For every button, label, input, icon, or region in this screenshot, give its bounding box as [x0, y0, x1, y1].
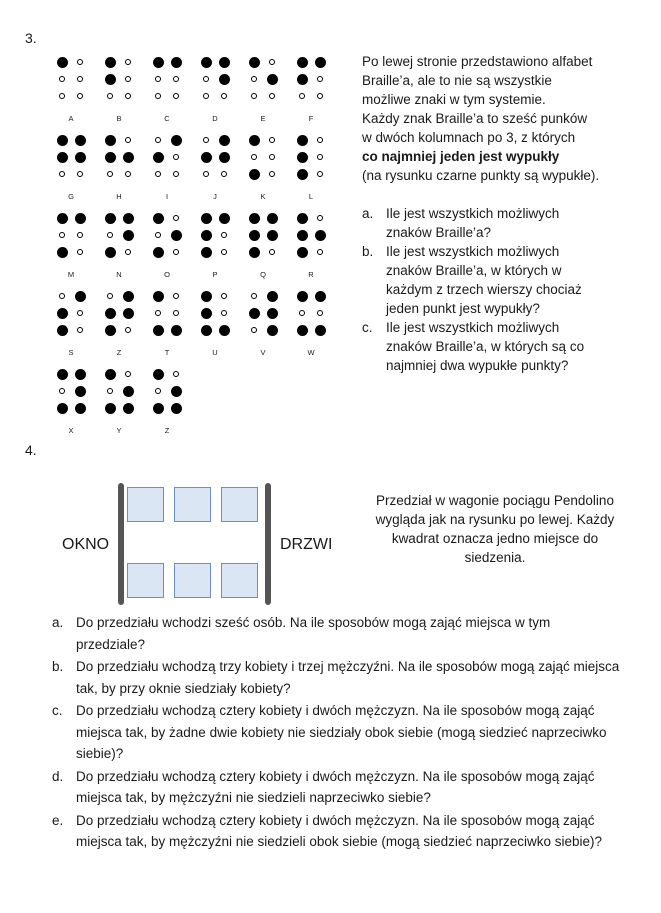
raised-dot: [201, 325, 212, 336]
raised-dot: [105, 135, 116, 146]
braille-letter: B: [116, 114, 122, 123]
raised-dot: [57, 403, 68, 414]
intro-line: Każdy znak Braille’a to sześć punków: [362, 111, 588, 126]
raised-dot: [57, 152, 68, 163]
raised-dot: [249, 135, 260, 146]
braille-letter: W: [307, 348, 315, 357]
flat-dot: [251, 93, 257, 99]
flat-dot: [173, 154, 179, 160]
raised-dot: [297, 152, 308, 163]
raised-dot: [267, 230, 278, 241]
flat-dot: [317, 310, 323, 316]
braille-letter: S: [68, 348, 74, 357]
braille-letter: H: [116, 192, 122, 201]
flat-dot: [203, 171, 209, 177]
flat-dot: [317, 215, 323, 221]
flat-dot: [77, 93, 83, 99]
raised-dot: [201, 247, 212, 258]
raised-dot: [297, 169, 308, 180]
raised-dot: [153, 291, 164, 302]
raised-dot: [57, 135, 68, 146]
seat: [127, 487, 164, 522]
raised-dot: [315, 57, 326, 68]
braille-letter: E: [260, 114, 266, 123]
seat: [221, 563, 258, 598]
flat-dot: [269, 249, 275, 255]
flat-dot: [251, 154, 257, 160]
raised-dot: [57, 57, 68, 68]
question-text: Ile jest wszystkich możliwych znaków Braille’a?: [386, 206, 560, 240]
question-text: Do przedziału wchodzą cztery kobiety i dwóch mężczyzn. Na ile sposobów mogą zająć miejsca tak, by mężczyźni nie siedzieli naprzeciwko siebie?: [76, 768, 595, 805]
raised-dot: [105, 74, 116, 85]
braille-letter: M: [67, 270, 75, 279]
flat-dot: [59, 76, 65, 82]
seat: [174, 487, 211, 522]
question-label: c.: [362, 320, 373, 335]
flat-dot: [173, 371, 179, 377]
task3-question: [362, 204, 602, 242]
flat-dot: [155, 171, 161, 177]
flat-dot: [155, 76, 161, 82]
flat-dot: [173, 310, 179, 316]
raised-dot: [201, 230, 212, 241]
flat-dot: [317, 93, 323, 99]
raised-dot: [153, 325, 164, 336]
raised-dot: [219, 135, 230, 146]
raised-dot: [75, 403, 86, 414]
intro-line: w dwóch kolumnach po 3, z których: [362, 130, 576, 145]
flat-dot: [125, 171, 131, 177]
flat-dot: [269, 137, 275, 143]
flat-dot: [173, 215, 179, 221]
flat-dot: [269, 154, 275, 160]
braille-letter: A: [68, 114, 74, 123]
flat-dot: [125, 93, 131, 99]
flat-dot: [77, 232, 83, 238]
task3-questions: [362, 204, 602, 375]
raised-dot: [315, 230, 326, 241]
flat-dot: [155, 388, 161, 394]
raised-dot: [201, 213, 212, 224]
raised-dot: [123, 308, 134, 319]
raised-dot: [267, 213, 278, 224]
raised-dot: [105, 152, 116, 163]
flat-dot: [251, 76, 257, 82]
question-label: b.: [52, 659, 64, 674]
window-wall: [118, 483, 124, 605]
flat-dot: [173, 93, 179, 99]
raised-dot: [153, 152, 164, 163]
raised-dot: [249, 57, 260, 68]
door-label: DRZWI: [280, 536, 333, 553]
raised-dot: [249, 169, 260, 180]
task4-questions: [52, 612, 622, 854]
flat-dot: [155, 310, 161, 316]
raised-dot: [123, 213, 134, 224]
flat-dot: [173, 249, 179, 255]
raised-dot: [249, 213, 260, 224]
question-text: Ile jest wszystkich możliwych znaków Braille’a, w których w każdym z trzech wierszy chociaż jeden punkt jest wypukły?: [386, 244, 582, 316]
raised-dot: [297, 230, 308, 241]
task4-description: Przedział w wagonie pociągu Pendolino wygląda jak na rysunku po lewej. Każdy kwadrat oznacza jedno miejsce do siedzenia.: [375, 493, 615, 565]
flat-dot: [125, 137, 131, 143]
raised-dot: [297, 135, 308, 146]
flat-dot: [317, 76, 323, 82]
braille-letter: P: [212, 270, 218, 279]
braille-letter: R: [308, 270, 314, 279]
raised-dot: [123, 291, 134, 302]
flat-dot: [221, 249, 227, 255]
braille-letter: N: [116, 270, 122, 279]
raised-dot: [57, 247, 68, 258]
raised-dot: [105, 325, 116, 336]
raised-dot: [75, 386, 86, 397]
raised-dot: [297, 213, 308, 224]
flat-dot: [155, 137, 161, 143]
braille-letter: F: [308, 114, 314, 123]
raised-dot: [171, 135, 182, 146]
raised-dot: [153, 57, 164, 68]
task3-intro: [362, 52, 652, 185]
flat-dot: [59, 388, 65, 394]
compartment-diagram: [40, 478, 350, 608]
raised-dot: [219, 74, 230, 85]
braille-letter: Q: [260, 270, 266, 279]
flat-dot: [59, 93, 65, 99]
raised-dot: [153, 213, 164, 224]
raised-dot: [201, 291, 212, 302]
flat-dot: [107, 93, 113, 99]
raised-dot: [123, 152, 134, 163]
flat-dot: [125, 249, 131, 255]
flat-dot: [317, 154, 323, 160]
question-label: b.: [362, 244, 374, 259]
door-wall: [265, 483, 271, 605]
flat-dot: [317, 171, 323, 177]
raised-dot: [297, 57, 308, 68]
raised-dot: [171, 325, 182, 336]
raised-dot: [105, 57, 116, 68]
flat-dot: [269, 59, 275, 65]
raised-dot: [153, 369, 164, 380]
raised-dot: [201, 152, 212, 163]
raised-dot: [219, 152, 230, 163]
braille-letter: U: [212, 348, 218, 357]
raised-dot: [171, 230, 182, 241]
question-label: c.: [52, 703, 63, 718]
raised-dot: [267, 74, 278, 85]
question-label: e.: [52, 812, 64, 828]
raised-dot: [57, 213, 68, 224]
task3-number: 3.: [25, 30, 37, 46]
flat-dot: [77, 310, 83, 316]
raised-dot: [153, 403, 164, 414]
seat: [174, 563, 211, 598]
flat-dot: [299, 310, 305, 316]
flat-dot: [125, 59, 131, 65]
raised-dot: [75, 213, 86, 224]
raised-dot: [105, 213, 116, 224]
raised-dot: [267, 291, 278, 302]
raised-dot: [75, 135, 86, 146]
flat-dot: [221, 232, 227, 238]
raised-dot: [75, 369, 86, 380]
raised-dot: [201, 308, 212, 319]
intro-line: możliwe znaki w tym systemie.: [362, 92, 546, 107]
raised-dot: [57, 369, 68, 380]
raised-dot: [219, 325, 230, 336]
raised-dot: [123, 386, 134, 397]
intro-line: Braille’a, ale to nie są wszystkie: [362, 73, 552, 88]
raised-dot: [297, 325, 308, 336]
flat-dot: [299, 93, 305, 99]
task4-question: [52, 810, 622, 853]
raised-dot: [297, 247, 308, 258]
braille-letter: Z: [116, 348, 122, 357]
raised-dot: [171, 57, 182, 68]
raised-dot: [219, 57, 230, 68]
braille-alphabet: [50, 52, 350, 442]
braille-letter: V: [260, 348, 266, 357]
braille-letter: L: [308, 192, 314, 201]
flat-dot: [125, 76, 131, 82]
flat-dot: [155, 93, 161, 99]
flat-dot: [221, 93, 227, 99]
raised-dot: [57, 325, 68, 336]
braille-letter: I: [165, 192, 169, 201]
flat-dot: [203, 93, 209, 99]
flat-dot: [155, 232, 161, 238]
braille-letter: G: [68, 192, 74, 201]
braille-letter: T: [164, 348, 170, 357]
raised-dot: [201, 57, 212, 68]
raised-dot: [123, 403, 134, 414]
window-label: OKNO: [62, 536, 110, 553]
flat-dot: [203, 137, 209, 143]
flat-dot: [77, 76, 83, 82]
raised-dot: [153, 247, 164, 258]
question-label: a.: [52, 615, 64, 630]
raised-dot: [249, 247, 260, 258]
raised-dot: [75, 291, 86, 302]
seat: [221, 487, 258, 522]
raised-dot: [297, 74, 308, 85]
flat-dot: [173, 76, 179, 82]
question-text: Do przedziału wchodzą cztery kobiety i dwóch mężczyzn. Na ile sposobów mogą zająć miejsca tak, by żadne dwie kobiety nie siedziały obok siebie (mogą siedzieć naprzeciwko siebie)?: [76, 703, 607, 761]
braille-letter: Z: [164, 426, 170, 435]
raised-dot: [105, 369, 116, 380]
flat-dot: [59, 232, 65, 238]
flat-dot: [251, 327, 257, 333]
raised-dot: [105, 308, 116, 319]
flat-dot: [173, 171, 179, 177]
flat-dot: [107, 293, 113, 299]
braille-letter: O: [164, 270, 170, 279]
flat-dot: [107, 232, 113, 238]
flat-dot: [221, 293, 227, 299]
intro-line: Po lewej stronie przedstawiono alfabet: [362, 54, 593, 69]
braille-letter: K: [260, 192, 266, 201]
braille-letter: X: [68, 426, 74, 435]
raised-dot: [267, 325, 278, 336]
raised-dot: [249, 308, 260, 319]
braille-letter: Y: [116, 426, 122, 435]
flat-dot: [317, 249, 323, 255]
flat-dot: [59, 293, 65, 299]
task4-question: [52, 656, 622, 699]
flat-dot: [107, 388, 113, 394]
raised-dot: [315, 291, 326, 302]
raised-dot: [249, 230, 260, 241]
raised-dot: [297, 291, 308, 302]
task4-number: 4.: [25, 442, 37, 458]
raised-dot: [57, 308, 68, 319]
raised-dot: [105, 247, 116, 258]
braille-letter: C: [164, 114, 170, 123]
flat-dot: [77, 59, 83, 65]
question-text: Do przedziału wchodzą trzy kobiety i trzej mężczyźni. Na ile sposobów mogą zająć miejsca tak, by przy oknie siedziały kobiety?: [76, 659, 620, 696]
raised-dot: [123, 230, 134, 241]
flat-dot: [269, 93, 275, 99]
flat-dot: [269, 171, 275, 177]
flat-dot: [317, 137, 323, 143]
flat-dot: [59, 171, 65, 177]
flat-dot: [125, 371, 131, 377]
raised-dot: [105, 403, 116, 414]
braille-letter: D: [212, 114, 218, 123]
flat-dot: [173, 293, 179, 299]
flat-dot: [203, 76, 209, 82]
raised-dot: [315, 325, 326, 336]
flat-dot: [107, 171, 113, 177]
raised-dot: [219, 213, 230, 224]
question-text: Do przedziału wchodzi sześć osób. Na ile sposobów mogą zająć miejsca w tym przedziale?: [76, 615, 551, 652]
question-label: d.: [52, 768, 64, 784]
question-label: a.: [362, 206, 374, 221]
question-text: Ile jest wszystkich możliwych znaków Braille’a, w których są co najmniej dwa wypukłe punkty?: [386, 320, 585, 373]
task3-question: [362, 242, 602, 318]
raised-dot: [171, 403, 182, 414]
flat-dot: [221, 310, 227, 316]
question-text: Do przedziału wchodzą cztery kobiety i dwóch mężczyzn. Na ile sposobów mogą zająć miejsca tak, by mężczyźni nie siedzieli obok siebie (mogą siedzieć naprzeciwko siebie)?: [76, 812, 602, 849]
task3-question: [362, 318, 602, 375]
flat-dot: [77, 327, 83, 333]
flat-dot: [77, 249, 83, 255]
raised-dot: [267, 308, 278, 319]
flat-dot: [251, 293, 257, 299]
task4-question: [52, 766, 622, 809]
raised-dot: [171, 386, 182, 397]
seat: [127, 563, 164, 598]
flat-dot: [125, 327, 131, 333]
flat-dot: [221, 171, 227, 177]
intro-line: (na rysunku czarne punkty są wypukłe).: [362, 168, 600, 183]
flat-dot: [77, 171, 83, 177]
braille-letter: J: [213, 192, 217, 201]
intro-bold-line: co najmniej jeden jest wypukły: [362, 149, 560, 164]
raised-dot: [75, 152, 86, 163]
task4-question: [52, 612, 622, 655]
task4-question: [52, 700, 622, 765]
